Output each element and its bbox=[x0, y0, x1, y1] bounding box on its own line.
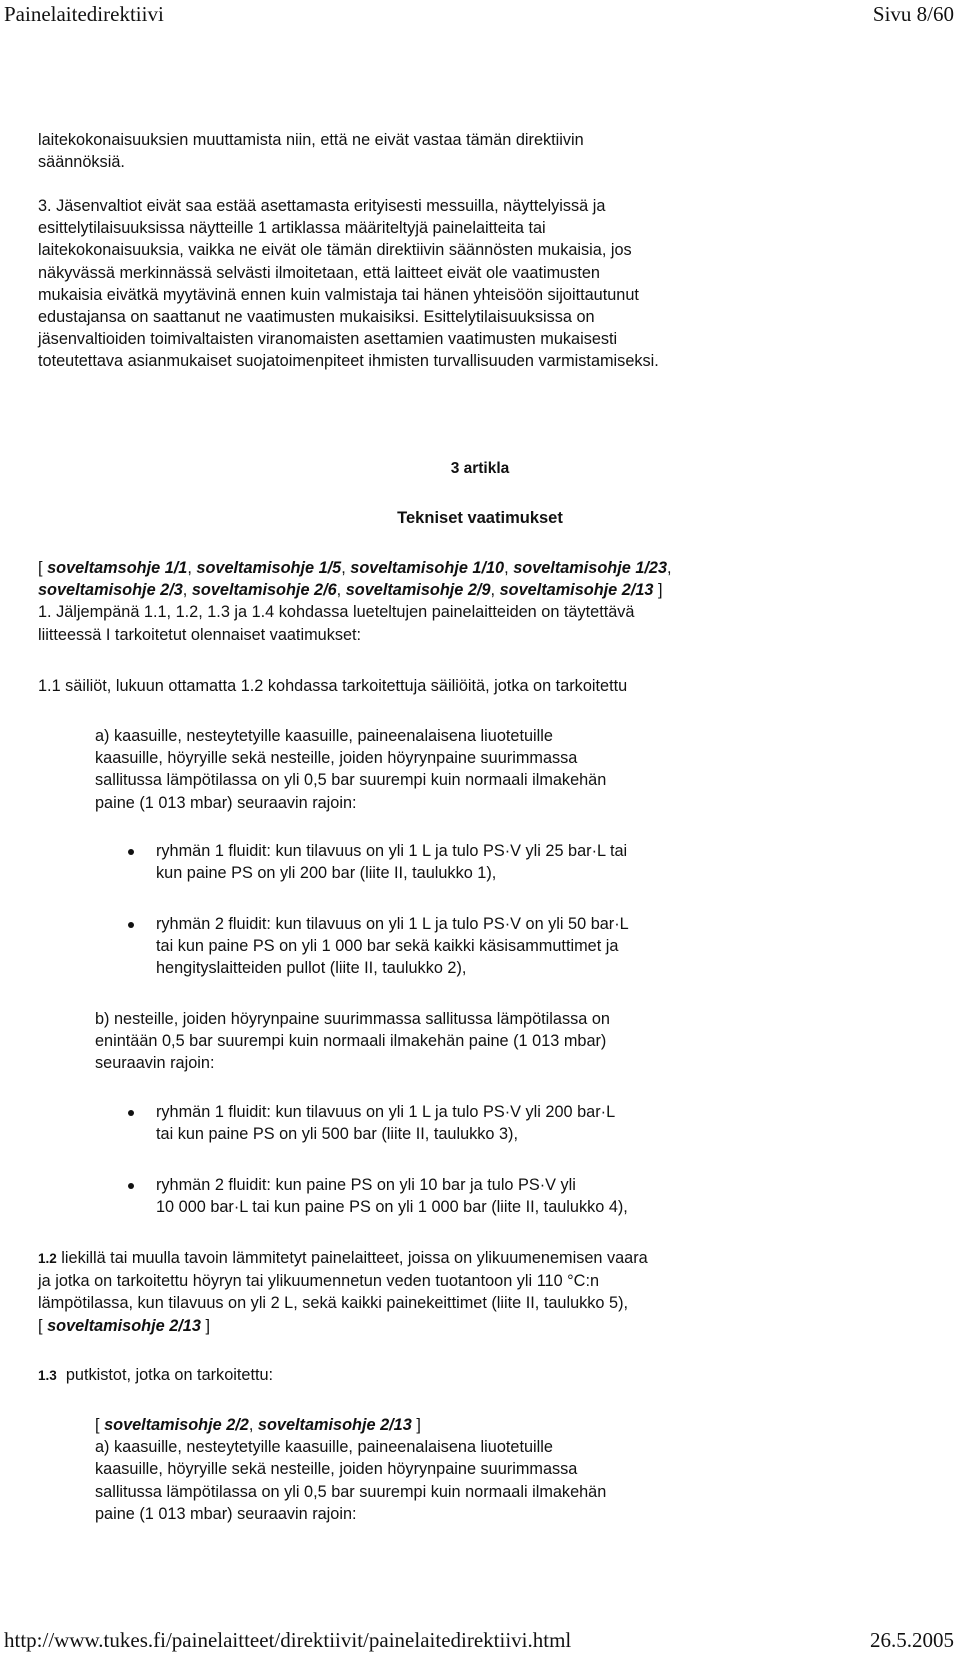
guideline-link-1-10[interactable]: soveltamisohje 1/10 bbox=[350, 559, 505, 577]
item-1-2: 1.2 liekillä tai muulla tavoin lämmitetyt painelaitteet, joissa on ylikuumenemisen vaara ja jotka on tarkoitettu höyryn tai ylikuumennetun veden tuotantoon yli 110 °C:n lämpötilassa, kun tilavuus on yli 2 L, sekä kaikki painekeittimet (liite II, taulukko 5), [ soveltamisohje 2/13 ] bbox=[38, 1247, 648, 1337]
item-number: 1.3 bbox=[38, 1368, 57, 1383]
text-line: jäsenvaltioiden toimivaltaisten viranomaisten asettamien vaatimusten mukaisesti bbox=[38, 330, 618, 349]
text-line: a) kaasuille, nesteytetyille kaasuille, paineenalaisena liuotetuille bbox=[95, 1438, 553, 1457]
continuation-paragraph bbox=[38, 129, 584, 173]
guideline-link-2-9[interactable]: soveltamisohje 2/9 bbox=[345, 581, 491, 600]
text-line: liitteessä I tarkoitetut olennaiset vaatimukset: bbox=[38, 625, 362, 644]
paragraph-3 bbox=[38, 195, 659, 373]
text-line: laitekokonaisuuksien muuttamista niin, että ne eivät vastaa tämän direktiivin bbox=[38, 131, 584, 149]
bracket-open: [ bbox=[38, 559, 43, 577]
bullet-icon bbox=[128, 1110, 134, 1116]
footer-date: 26.5.2005 bbox=[870, 1628, 954, 1652]
guideline-link-1-23[interactable]: soveltamisohje 1/23 bbox=[513, 559, 668, 577]
footer-url[interactable]: http://www.tukes.fi/painelaitteet/direktiivit/painelaitedirektiivi.html bbox=[4, 1628, 572, 1652]
text-line: lämpötilassa, kun tilavuus on yli 2 L, sekä kaikki painekeittimet (liite II, taulukko 5), bbox=[38, 1294, 629, 1313]
bracket-close: ] bbox=[657, 581, 663, 600]
item-1-1-a bbox=[95, 725, 606, 814]
text-line: näkyvässä merkinnässä selvästi ilmoitetaan, että laitteet eivät ole vaatimusten bbox=[38, 263, 600, 282]
text-line: seuraavin rajoin: bbox=[95, 1054, 215, 1073]
article-number: 3 artikla bbox=[450, 460, 510, 477]
list-item: ryhmän 1 fluidit: kun tilavuus on yli 1 L ja tulo PS·V yli 200 bar·L tai kun paine PS on yli 500 bar (liite II, taulukko 3), bbox=[156, 1101, 615, 1145]
text-line: ja jotka on tarkoitettu höyryn tai ylikuumennetun veden tuotantoon yli 110 °C:n bbox=[38, 1272, 600, 1291]
guideline-link-2-3[interactable]: soveltamisohje 2/3 bbox=[38, 581, 183, 600]
reference-line: [ soveltamisohje 2/2, soveltamisohje 2/13 ] bbox=[95, 1416, 421, 1434]
guideline-link-2-2[interactable]: soveltamisohje 2/2 bbox=[104, 1416, 249, 1434]
text-line: sallitussa lämpötilassa on yli 0,5 bar suurempi kuin normaali ilmakehän bbox=[95, 1482, 607, 1501]
text-line: säännöksiä. bbox=[38, 153, 125, 172]
text-line: a) kaasuille, nesteytetyille kaasuille, paineenalaisena liuotetuille bbox=[95, 727, 553, 745]
bullet-icon bbox=[128, 922, 134, 928]
guideline-link-2-13[interactable]: soveltamisohje 2/13 bbox=[499, 581, 654, 600]
text-line: paine (1 013 mbar) seuraavin rajoin: bbox=[95, 793, 357, 812]
item-1-1: 1.1 säiliöt, lukuun ottamatta 1.2 kohdassa tarkoitettuja säiliöitä, jotka on tarkoitettu bbox=[38, 677, 628, 695]
list-item: ryhmän 2 fluidit: kun tilavuus on yli 1 L ja tulo PS·V on yli 50 bar·L tai kun paine PS on yli 1 000 bar sekä kaikki käsisammuttimet ja hengityslaitteiden pullot (liite II, taulukko 2), bbox=[156, 913, 629, 980]
bullet-icon bbox=[128, 1183, 134, 1189]
text-line: 3. Jäsenvaltiot eivät saa estää asettamasta erityisesti messuilla, näyttelyissä ja bbox=[38, 197, 606, 215]
text-line: 1. Jäljempänä 1.1, 1.2, 1.3 ja 1.4 kohdassa lueteltujen painelaitteiden on täytettävä bbox=[38, 603, 635, 622]
text-line: toteutettava asianmukaiset suojatoimenpiteet ihmisten turvallisuuden varmistamiseksi. bbox=[38, 352, 659, 371]
article-title: Tekniset vaatimukset bbox=[397, 509, 563, 527]
reference-line: soveltamisohje 2/3, soveltamisohje 2/6, soveltamisohje 2/9, soveltamisohje 2/13 ] bbox=[38, 581, 663, 600]
guideline-link-1-1[interactable]: soveltamsohje 1/1 bbox=[47, 559, 188, 577]
text-line: laitekokonaisuuksia, vaikka ne eivät ole tämän direktiivin säännösten mukaisia, jos bbox=[38, 241, 632, 260]
text-line: kaasuille, höyryille sekä nesteille, joiden höyrynpaine suurimmassa bbox=[95, 749, 578, 768]
list-item: ryhmän 2 fluidit: kun paine PS on yli 10 bar ja tulo PS·V yli 10 000 bar·L tai kun paine PS on yli 1 000 bar (liite II, taulukko 4), bbox=[156, 1174, 628, 1218]
header-title: Painelaitedirektiivi bbox=[4, 2, 164, 26]
text-line: sallitussa lämpötilassa on yli 0,5 bar suurempi kuin normaali ilmakehän bbox=[95, 771, 607, 790]
bullet-icon bbox=[128, 849, 134, 855]
text-line: kaasuille, höyryille sekä nesteille, joiden höyrynpaine suurimmassa bbox=[95, 1460, 578, 1479]
guideline-link-1-5[interactable]: soveltamisohje 1/5 bbox=[196, 559, 342, 577]
text-line: edustajansa on saattanut ne vaatimusten mukaisiksi. Esittelytilaisuuksissa on bbox=[38, 308, 595, 327]
guideline-link-2-6[interactable]: soveltamisohje 2/6 bbox=[191, 581, 337, 600]
text-line: b) nesteille, joiden höyrynpaine suurimmassa sallitussa lämpötilassa on bbox=[95, 1010, 610, 1028]
item-1-3: 1.3 putkistot, jotka on tarkoitettu: bbox=[38, 1366, 274, 1384]
item-1-1-b bbox=[95, 1008, 610, 1075]
item-number: 1.2 bbox=[38, 1251, 57, 1266]
article-body bbox=[38, 557, 672, 646]
reference-line: [ soveltamisohje 2/13 ] bbox=[38, 1316, 210, 1335]
page-number: Sivu 8/60 bbox=[872, 2, 954, 26]
reference-line: [ soveltamsohje 1/1, soveltamisohje 1/5, soveltamisohje 1/10, soveltamisohje 1/23, bbox=[38, 559, 672, 577]
item-1-3-body bbox=[95, 1414, 606, 1525]
text-line: esittelytilaisuuksissa näytteille 1 artiklassa määriteltyjä painelaitteita tai bbox=[38, 219, 546, 238]
text-line: paine (1 013 mbar) seuraavin rajoin: bbox=[95, 1504, 357, 1523]
guideline-link-2-13[interactable]: soveltamisohje 2/13 bbox=[257, 1416, 412, 1434]
text-line: enintään 0,5 bar suurempi kuin normaali ilmakehän paine (1 013 mbar) bbox=[95, 1032, 607, 1051]
guideline-link-2-13[interactable]: soveltamisohje 2/13 bbox=[47, 1316, 201, 1335]
text-line: mukaisia eivätkä myytävinä ennen kuin valmistaja tai hänen yhteisöön sijoittautunut bbox=[38, 285, 639, 304]
list-item: ryhmän 1 fluidit: kun tilavuus on yli 1 L ja tulo PS·V yli 25 bar·L tai kun paine PS on yli 200 bar (liite II, taulukko 1), bbox=[156, 840, 627, 884]
